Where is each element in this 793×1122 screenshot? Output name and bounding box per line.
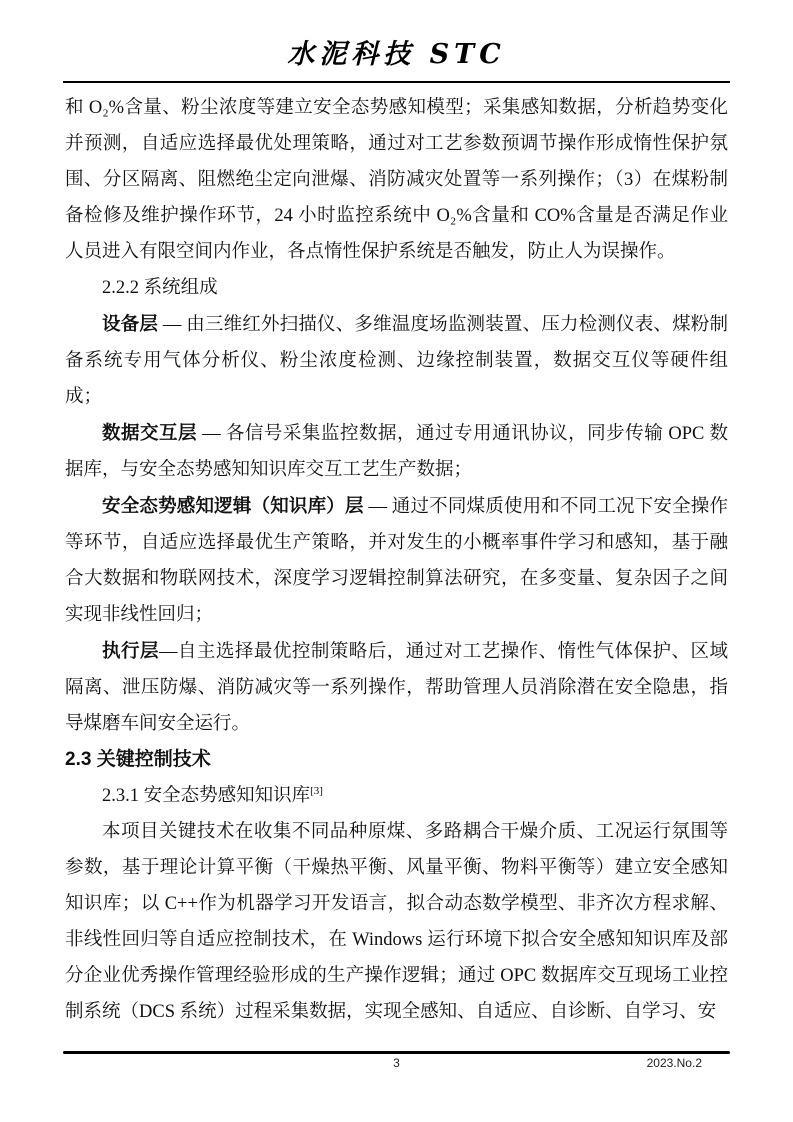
paragraph-data-layer [65, 415, 728, 488]
heading-2-2-2: 2.2.2 系统组成 [102, 278, 218, 298]
heading-2-3-1 [65, 778, 728, 814]
issue-number: 2023.No.2 [646, 1056, 702, 1070]
journal-title: 水泥科技 STC [287, 39, 506, 70]
paragraph-exec-layer [65, 633, 728, 742]
footer-row [63, 1056, 730, 1076]
paragraph-device-layer-text: — 由三维红外扫描仪、多维温度场监测装置、压力检测仪表、煤粉制备系统专用气体分析仪、粉尘浓度检测、边缘控制装置，数据交互仪等硬件组成； [65, 315, 728, 407]
page-number: 3 [393, 1056, 400, 1070]
paragraph-logic-layer [65, 488, 728, 633]
paragraph-logic-layer-text: — 通过不同煤质使用和不同工况下安全操作等环节，自适应选择最优生产策略，并对发生的小概率事件学习和感知，基于融合大数据和物联网技术，深度学习逻辑控制算法研究，在多变量、复杂因子之间实现非线性回归； [65, 497, 728, 625]
citation-ref-3: [3] [310, 784, 323, 797]
page-body [0, 83, 793, 1030]
term-exec-layer: 执行层 [102, 640, 159, 661]
term-logic-layer: 安全态势感知逻辑（知识库）层 [102, 495, 364, 516]
page-footer [63, 1051, 730, 1076]
heading-2-3-1-text: 2.3.1 安全态势感知知识库 [102, 786, 311, 806]
paragraph-key-technology: 本项目关键技术在收集不同品种原煤、多路耦合干燥介质、工况运行氛围等参数，基于理论计算平衡（干燥热平衡、风量平衡、物料平衡等）建立安全感知知识库；以 C++作为机器学习开发语言，拟合动态数学模型、非齐次方程求解、非线性回归等自适应控制技术，在 Windows 运行环境下拟合安全感知知识库及部分企业优秀操作管理经验形成的生产操作逻辑；通过 OPC 数据库交互现场工业控制系统（DCS 系统）过程采集数据，实现全感知、自适应、自诊断、自学习、安 [65, 822, 728, 1022]
term-device-layer: 设备层 [102, 313, 159, 334]
paragraph-continuation: 和 O₂%含量、粉尘浓度等建立安全态势感知模型；采集感知数据，分析趋势变化并预测，自适应选择最优处理策略，通过对工艺参数预调节操作形成惰性保护氛围、分区隔离、阻燃绝尘定向泄爆、消防减灾处置等一系列操作；（3）在煤粉制备检修及维护操作环节，24 小时监控系统中 O₂%含量和 CO%含量是否满足作业人员进入有限空间内作业，各点惰性保护系统是否触发，防止人为误操作。 [65, 98, 728, 262]
heading-2-3: 2.3 关键控制技术 [65, 749, 211, 770]
paragraph-exec-layer-text: —自主选择最优控制策略后，通过对工艺操作、惰性气体保护、区域隔离、泄压防爆、消防减灾等一系列操作，帮助管理人员消除潜在安全隐患，指导煤磨车间安全运行。 [65, 642, 728, 734]
page-header [0, 0, 793, 83]
paragraph-device-layer [65, 306, 728, 415]
paragraph-data-layer-text: — 各信号采集监控数据，通过专用通讯协议，同步传输 OPC 数据库，与安全态势感知知识库交互工艺生产数据； [65, 424, 728, 480]
term-data-layer: 数据交互层 [102, 422, 198, 443]
footer-rule [63, 1051, 730, 1054]
